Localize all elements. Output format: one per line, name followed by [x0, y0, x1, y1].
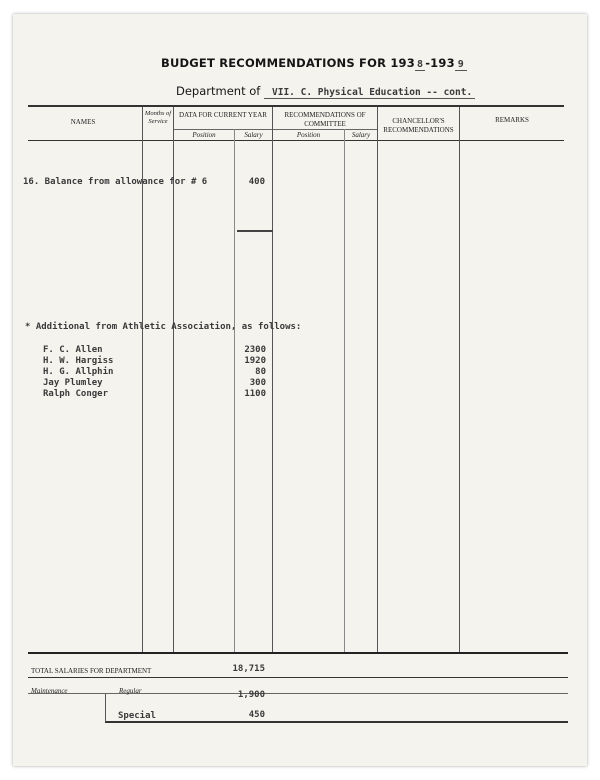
special-value: 450 — [248, 710, 265, 720]
col-divider-data — [272, 107, 273, 654]
maintenance-label: Maintenance — [31, 687, 68, 695]
form-title — [161, 56, 467, 70]
person-salary: 1100 — [244, 389, 266, 399]
header-data-position: Position — [192, 131, 216, 139]
person-name: Ralph Conger — [43, 389, 109, 399]
col-divider-names — [142, 107, 143, 654]
person-name: H. W. Hargiss — [43, 356, 114, 366]
budget-form-sheet — [13, 14, 587, 766]
title-prefix: BUDGET RECOMMENDATIONS FOR 193 — [161, 56, 415, 70]
title-dash: -193 — [425, 56, 455, 70]
department-label: Department of — [176, 84, 261, 98]
salary-subtotal-rule — [237, 230, 273, 232]
special-label: Special — [118, 711, 156, 721]
line-16-salary: 400 — [248, 177, 265, 187]
total-salaries-label: TOTAL SALARIES FOR DEPARTMENT — [31, 667, 152, 675]
regular-label: Regular — [119, 687, 142, 695]
col-divider-months — [173, 107, 174, 654]
year-to: 9 — [455, 59, 467, 71]
header-sub-rule — [173, 129, 377, 130]
header-committee: RECOMMENDATIONS OF COMMITTEE — [284, 111, 366, 128]
person-name: F. C. Allen — [43, 345, 103, 355]
maintenance-rule — [28, 693, 568, 694]
header-committee-position: Position — [296, 131, 321, 139]
col-divider-committee — [377, 107, 378, 654]
col-divider-committee-position — [344, 129, 345, 654]
additional-heading: * Additional from Athletic Association, as follows: — [25, 322, 302, 332]
special-rule — [105, 721, 568, 723]
header-chancellor: CHANCELLOR'S RECOMMENDATIONS — [383, 117, 454, 134]
footer-col-divider — [105, 694, 106, 722]
header-months: Months of Service — [144, 110, 172, 125]
total-top-rule — [28, 652, 568, 654]
person-salary: 300 — [249, 378, 266, 388]
person-salary: 80 — [255, 367, 266, 377]
header-names: NAMES — [70, 118, 96, 126]
header-committee-salary: Salary — [351, 131, 371, 139]
person-name: Jay Plumley — [43, 378, 103, 388]
header-top-rule — [28, 105, 564, 107]
person-salary: 1920 — [244, 356, 266, 366]
header-data-current-year: DATA FOR CURRENT YEAR — [179, 111, 267, 119]
person-salary: 2300 — [244, 345, 266, 355]
department-value: VII. C. Physical Education -- cont. — [264, 87, 475, 99]
total-bottom-rule — [28, 677, 568, 678]
line-16-text: 16. Balance from allowance for # 6 — [23, 177, 208, 187]
header-bottom-rule — [28, 140, 564, 141]
person-name: H. G. Allphin — [43, 367, 114, 377]
col-divider-chancellor — [459, 107, 460, 654]
header-remarks: REMARKS — [495, 116, 529, 124]
year-from: 8 — [416, 59, 424, 70]
regular-value: 1,900 — [237, 690, 265, 700]
header-data-salary: Salary — [244, 131, 263, 139]
department-line — [176, 84, 475, 98]
total-salaries-value: 18,715 — [232, 664, 265, 674]
